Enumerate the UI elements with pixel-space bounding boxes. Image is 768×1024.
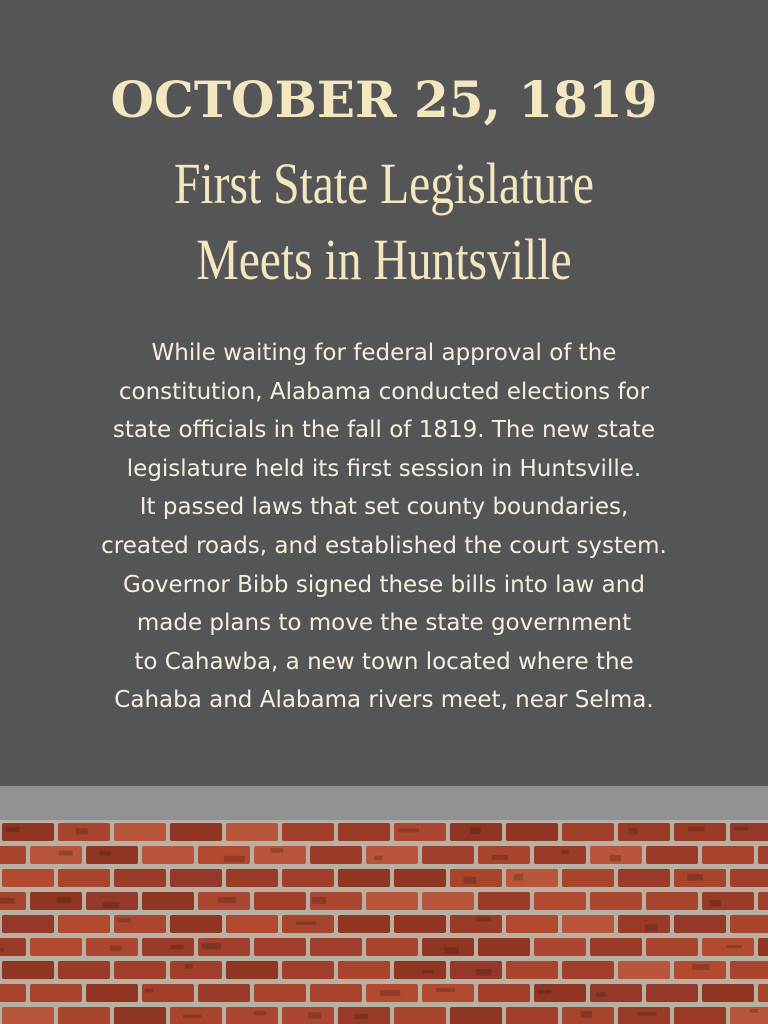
brick <box>114 869 166 887</box>
brick <box>114 961 166 979</box>
brick-texture <box>726 945 742 948</box>
brick <box>2 869 54 887</box>
body-line: legislature held its first session in Huntsville. <box>126 455 642 482</box>
brick <box>170 869 222 887</box>
brick <box>506 823 558 841</box>
brick <box>478 938 530 956</box>
brick <box>198 984 250 1002</box>
brick-texture <box>645 925 658 932</box>
brick <box>422 892 474 910</box>
brick <box>478 984 530 1002</box>
headline-line-2: Meets in Huntsville <box>196 227 572 292</box>
brick-texture <box>750 1009 758 1013</box>
brick-texture <box>202 943 222 949</box>
brick-texture <box>57 897 72 903</box>
brick <box>646 892 698 910</box>
brick-texture <box>476 917 492 921</box>
brick <box>422 984 474 1002</box>
brick-texture <box>436 988 455 992</box>
date-heading: OCTOBER 25, 1819 <box>110 70 658 129</box>
brick <box>282 823 334 841</box>
brick <box>310 938 362 956</box>
brick <box>618 915 670 933</box>
brick-texture <box>271 848 284 852</box>
brick <box>30 938 82 956</box>
body-line: Cahaba and Alabama rivers meet, near Selma. <box>114 687 654 714</box>
brick-texture <box>254 1011 266 1016</box>
brick <box>142 984 194 1002</box>
brick <box>674 823 726 841</box>
brick <box>86 984 138 1002</box>
brick <box>142 892 194 910</box>
brick <box>674 961 726 979</box>
brick-texture <box>76 828 88 834</box>
brick <box>646 984 698 1002</box>
brick <box>506 961 558 979</box>
brick <box>0 938 26 956</box>
brick <box>730 915 768 933</box>
brick <box>170 961 222 979</box>
brick <box>562 823 614 841</box>
brick <box>58 1007 110 1024</box>
brick-texture <box>629 828 638 835</box>
brick <box>590 892 642 910</box>
brick-texture <box>355 1014 368 1020</box>
brick-texture <box>475 969 491 976</box>
brick <box>114 823 166 841</box>
brick-texture <box>561 850 569 854</box>
brick <box>562 961 614 979</box>
brick-texture <box>709 900 721 907</box>
body-line: to Cahawba, a new town located where the <box>134 648 634 675</box>
brick-texture <box>374 856 382 860</box>
brick <box>534 846 586 864</box>
brick <box>142 846 194 864</box>
brick <box>254 984 306 1002</box>
brick <box>758 984 768 1002</box>
brick <box>702 846 754 864</box>
body-line: made plans to move the state government <box>136 610 632 637</box>
brick <box>226 915 278 933</box>
brick <box>170 915 222 933</box>
brick <box>310 984 362 1002</box>
brick <box>254 892 306 910</box>
brick-texture <box>380 990 400 996</box>
brick-texture <box>688 827 704 832</box>
brick-wall-image <box>0 820 768 1024</box>
brick <box>450 1007 502 1024</box>
brick-texture <box>610 855 621 861</box>
brick <box>338 915 390 933</box>
body-line: created roads, and established the court system. <box>101 532 667 559</box>
body-line: constitution, Alabama conducted elections for <box>118 378 650 405</box>
brick <box>58 961 110 979</box>
brick <box>618 823 670 841</box>
brick-texture <box>692 964 710 970</box>
brick <box>366 892 418 910</box>
brick-texture <box>0 898 15 904</box>
brick-texture <box>492 855 508 860</box>
brick <box>226 823 278 841</box>
brick-texture <box>110 946 122 951</box>
brick <box>758 846 768 864</box>
brick-texture <box>102 902 119 908</box>
brick-texture <box>637 1012 657 1015</box>
brick-texture <box>145 989 154 993</box>
brick <box>562 869 614 887</box>
brick <box>114 1007 166 1024</box>
brick <box>618 961 670 979</box>
brick-texture <box>296 921 317 924</box>
brick <box>394 961 446 979</box>
brick <box>310 846 362 864</box>
brick <box>506 869 558 887</box>
brick-texture <box>183 1015 202 1018</box>
body-paragraph <box>40 334 728 720</box>
brick <box>730 1007 768 1024</box>
brick <box>394 869 446 887</box>
body-line: Governor Bibb signed these bills into law and <box>123 571 645 598</box>
brick <box>590 938 642 956</box>
brick <box>282 961 334 979</box>
brick <box>702 984 754 1002</box>
brick-texture <box>445 947 459 953</box>
headline <box>69 146 699 298</box>
brick <box>30 984 82 1002</box>
brick <box>394 1007 446 1024</box>
brick <box>58 915 110 933</box>
brick-texture <box>224 856 245 862</box>
brick <box>226 869 278 887</box>
brick <box>506 1007 558 1024</box>
brick <box>142 938 194 956</box>
brick <box>338 961 390 979</box>
brick-texture <box>59 851 73 856</box>
brick <box>674 915 726 933</box>
brick <box>478 892 530 910</box>
body-line: It passed laws that set county boundaries, <box>139 494 629 521</box>
brick <box>226 961 278 979</box>
body-line: state officials in the fall of 1819. The new state <box>112 417 656 444</box>
brick-texture <box>537 990 551 994</box>
brick-texture <box>734 827 748 830</box>
brick <box>2 1007 54 1024</box>
brick <box>282 1007 334 1024</box>
headline-line-1: First State Legislature <box>173 151 595 216</box>
brick <box>282 869 334 887</box>
brick <box>394 915 446 933</box>
brick-texture <box>687 874 703 881</box>
brick <box>534 938 586 956</box>
brick-texture <box>0 948 4 952</box>
brick-texture <box>218 897 237 903</box>
gray-divider-band <box>0 786 768 820</box>
brick-texture <box>464 877 477 884</box>
brick <box>366 846 418 864</box>
brick <box>2 915 54 933</box>
brick <box>2 823 54 841</box>
brick-texture <box>100 852 112 856</box>
brick <box>506 915 558 933</box>
brick <box>730 869 768 887</box>
brick-texture <box>398 829 419 833</box>
brick-texture <box>171 945 184 949</box>
brick-wall-pattern <box>0 820 768 1024</box>
brick-texture <box>581 1011 592 1018</box>
brick <box>422 846 474 864</box>
brick <box>30 892 82 910</box>
body-line: While waiting for federal approval of the <box>151 340 617 366</box>
brick-texture <box>596 992 605 997</box>
brick <box>170 823 222 841</box>
brick <box>58 869 110 887</box>
brick-texture <box>185 964 193 969</box>
brick <box>646 938 698 956</box>
brick <box>730 823 768 841</box>
brick <box>254 938 306 956</box>
brick <box>0 846 26 864</box>
brick <box>2 961 54 979</box>
brick <box>338 869 390 887</box>
brick <box>758 892 768 910</box>
brick <box>338 823 390 841</box>
brick-texture <box>308 1012 321 1018</box>
brick-texture <box>514 874 523 881</box>
brick <box>0 984 26 1002</box>
brick <box>226 1007 278 1024</box>
brick <box>86 846 138 864</box>
brick <box>562 915 614 933</box>
brick <box>366 938 418 956</box>
brick <box>534 892 586 910</box>
brick <box>618 869 670 887</box>
brick-texture <box>312 897 327 904</box>
brick-texture <box>423 970 433 973</box>
brick <box>674 1007 726 1024</box>
brick-texture <box>5 827 19 832</box>
brick <box>730 961 768 979</box>
brick <box>646 846 698 864</box>
brick-texture <box>470 827 480 834</box>
brick <box>758 938 768 956</box>
brick <box>114 915 166 933</box>
brick-texture <box>117 918 132 922</box>
brick <box>30 846 82 864</box>
